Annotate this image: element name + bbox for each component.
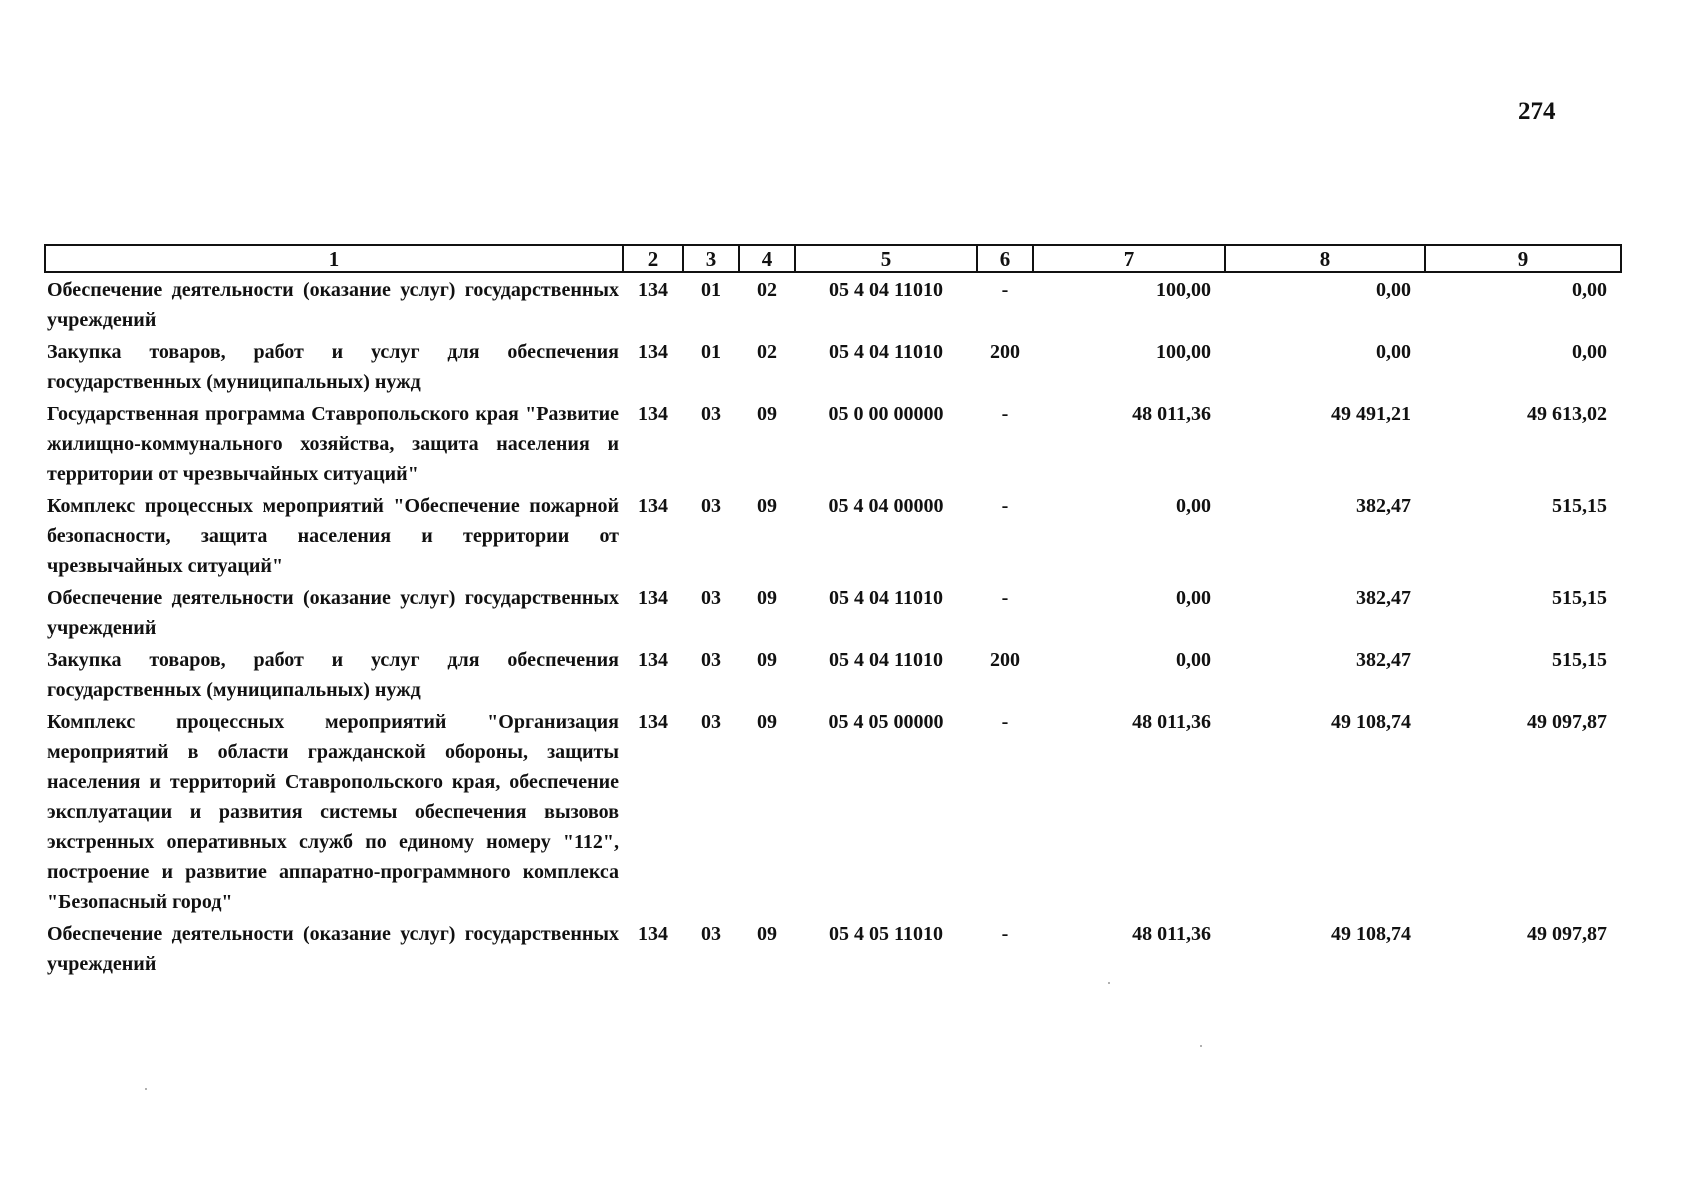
row-code-4: 09 xyxy=(757,711,777,733)
column-header-6: 6 xyxy=(977,245,1033,272)
row-code-5: 05 4 04 11010 xyxy=(829,279,943,301)
row-amount-7: 48 011,36 xyxy=(1132,403,1211,425)
row-code-4: 09 xyxy=(757,587,777,609)
row-code-5: 05 4 04 11010 xyxy=(829,341,943,363)
row-code-2: 134 xyxy=(638,341,668,363)
row-code-5: 05 4 05 00000 xyxy=(828,711,944,733)
row-code-2: 134 xyxy=(638,403,668,425)
scan-speck xyxy=(145,1088,147,1090)
row-code-5: 05 4 04 11010 xyxy=(829,587,943,609)
row-amount-7: 0,00 xyxy=(1176,495,1211,517)
row-description: Комплекс процессных мероприятий "Обеспечение пожарной безопасности, защита населения и территории от чрезвычайных ситуаций" xyxy=(47,495,619,577)
row-code-4: 09 xyxy=(757,649,777,671)
row-code-4: 02 xyxy=(757,279,777,301)
row-code-6: 200 xyxy=(990,649,1020,671)
column-header-8: 8 xyxy=(1225,245,1425,272)
row-code-4: 09 xyxy=(757,403,777,425)
row-amount-9: 0,00 xyxy=(1572,279,1607,301)
page-number: 274 xyxy=(1518,98,1556,125)
row-code-2: 134 xyxy=(638,495,668,517)
row-code-5: 05 4 04 00000 xyxy=(828,495,944,517)
row-code-3: 01 xyxy=(701,341,721,363)
row-amount-8: 382,47 xyxy=(1356,587,1411,609)
row-description: Закупка товаров, работ и услуг для обеспечения государственных (муниципальных) нужд xyxy=(47,649,619,701)
row-code-4: 09 xyxy=(757,495,777,517)
column-header-1: 1 xyxy=(45,245,623,272)
table-row xyxy=(45,643,1621,705)
row-code-2: 134 xyxy=(638,649,668,671)
column-header-4: 4 xyxy=(739,245,795,272)
row-code-6: - xyxy=(1001,923,1009,945)
row-amount-7: 0,00 xyxy=(1176,649,1211,671)
row-description: Обеспечение деятельности (оказание услуг) государственных учреждений xyxy=(47,923,619,975)
table-row xyxy=(45,489,1621,581)
row-amount-8: 49 108,74 xyxy=(1331,923,1411,945)
row-code-4: 09 xyxy=(757,923,777,945)
row-code-2: 134 xyxy=(638,587,668,609)
row-code-4: 02 xyxy=(757,341,777,363)
column-header-5: 5 xyxy=(795,245,977,272)
row-description: Обеспечение деятельности (оказание услуг) государственных учреждений xyxy=(47,587,619,639)
row-code-6: - xyxy=(1001,279,1009,301)
row-code-3: 03 xyxy=(701,649,721,671)
column-header-2: 2 xyxy=(623,245,683,272)
column-header-3: 3 xyxy=(683,245,739,272)
row-amount-9: 49 097,87 xyxy=(1527,711,1607,733)
row-code-6: - xyxy=(1001,587,1009,609)
column-header-9: 9 xyxy=(1425,245,1621,272)
row-code-6: - xyxy=(1001,403,1009,425)
row-amount-7: 48 011,36 xyxy=(1132,711,1211,733)
row-amount-9: 49 097,87 xyxy=(1527,923,1607,945)
row-amount-8: 49 491,21 xyxy=(1331,403,1411,425)
table-row xyxy=(45,397,1621,489)
row-code-2: 134 xyxy=(638,923,668,945)
budget-table xyxy=(44,244,1622,979)
row-code-3: 03 xyxy=(701,403,721,425)
row-amount-8: 382,47 xyxy=(1356,649,1411,671)
row-amount-7: 48 011,36 xyxy=(1132,923,1211,945)
row-amount-9: 515,15 xyxy=(1552,649,1607,671)
row-description: Обеспечение деятельности (оказание услуг) государственных учреждений xyxy=(47,279,619,331)
row-code-3: 03 xyxy=(701,495,721,517)
row-amount-9: 515,15 xyxy=(1552,495,1607,517)
row-amount-7: 100,00 xyxy=(1156,341,1211,363)
row-code-5: 05 4 05 11010 xyxy=(829,923,943,945)
row-amount-9: 0,00 xyxy=(1572,341,1607,363)
row-description: Комплекс процессных мероприятий "Организация мероприятий в области гражданской обороны, защиты населения и территорий Ставропольского края, обеспечение эксплуатации и развития системы обеспечения вызовов экстренных оперативных служб по единому номеру "112", построение и развитие аппаратно-программного комплекса "Безопасный город" xyxy=(47,711,619,913)
row-code-2: 134 xyxy=(638,711,668,733)
row-amount-8: 382,47 xyxy=(1356,495,1411,517)
row-code-3: 03 xyxy=(701,923,721,945)
row-amount-9: 49 613,02 xyxy=(1527,403,1607,425)
row-description: Закупка товаров, работ и услуг для обеспечения государственных (муниципальных) нужд xyxy=(47,341,619,393)
row-code-6: 200 xyxy=(990,341,1020,363)
table-header-row xyxy=(45,245,1621,272)
row-amount-7: 0,00 xyxy=(1176,587,1211,609)
row-amount-8: 49 108,74 xyxy=(1331,711,1411,733)
row-code-5: 05 4 04 11010 xyxy=(829,649,943,671)
column-header-7: 7 xyxy=(1033,245,1225,272)
row-code-3: 03 xyxy=(701,587,721,609)
row-amount-7: 100,00 xyxy=(1156,279,1211,301)
scan-speck xyxy=(1108,982,1110,984)
table-row xyxy=(45,581,1621,643)
scan-speck xyxy=(1200,1045,1202,1047)
table-row xyxy=(45,705,1621,917)
row-amount-8: 0,00 xyxy=(1376,341,1411,363)
row-code-3: 03 xyxy=(701,711,721,733)
row-code-2: 134 xyxy=(638,279,668,301)
row-code-6: - xyxy=(1001,711,1009,733)
row-code-5: 05 0 00 00000 xyxy=(828,403,944,425)
row-description: Государственная программа Ставропольского края "Развитие жилищно-коммунального хозяйства, защита населения и территории от чрезвычайных ситуаций" xyxy=(47,403,619,485)
table-row xyxy=(45,335,1621,397)
table-row xyxy=(45,272,1621,335)
row-code-3: 01 xyxy=(701,279,721,301)
row-code-6: - xyxy=(1001,495,1009,517)
row-amount-8: 0,00 xyxy=(1376,279,1411,301)
row-amount-9: 515,15 xyxy=(1552,587,1607,609)
table-row xyxy=(45,917,1621,979)
